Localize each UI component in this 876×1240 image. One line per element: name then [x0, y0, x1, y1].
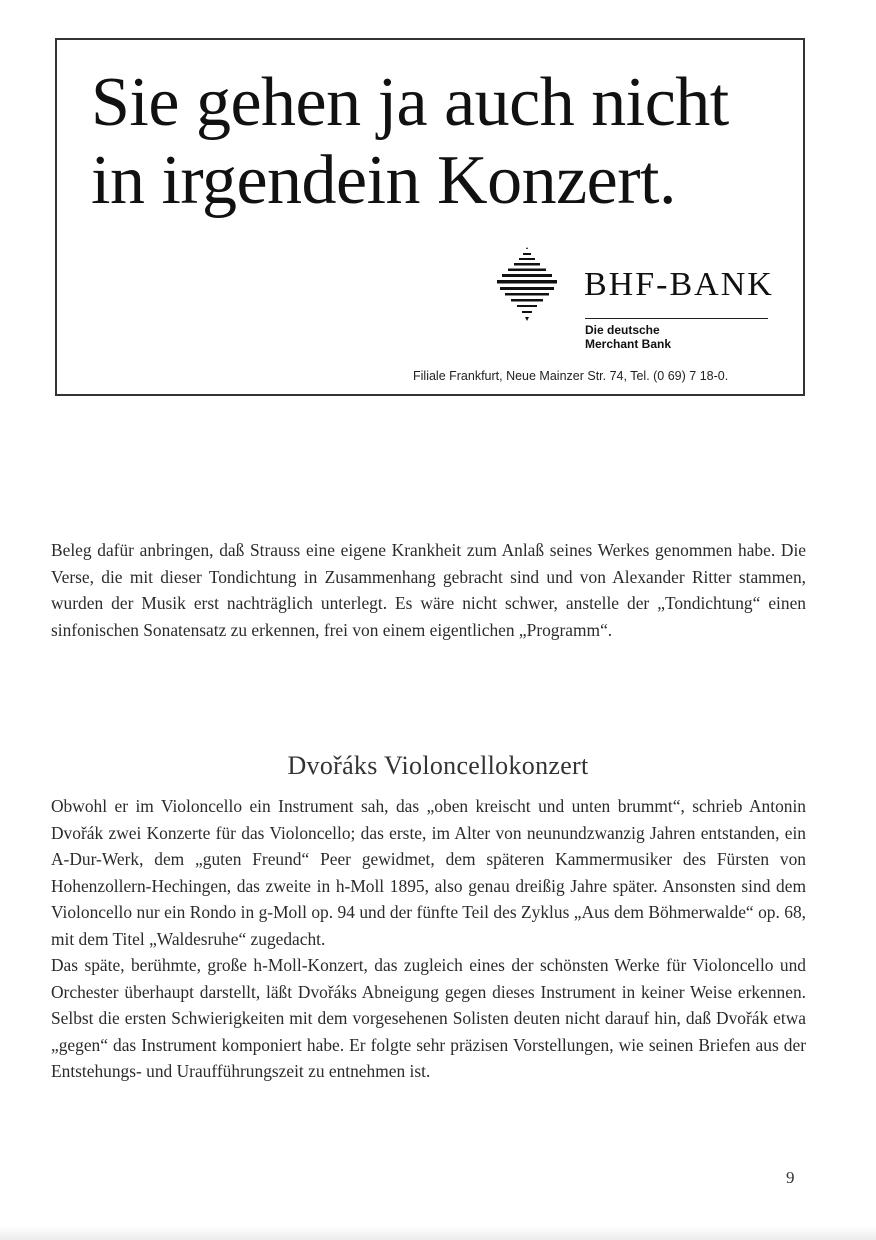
bank-address: Filiale Frankfurt, Neue Mainzer Str. 74, Tel. (0 69) 7 18-0.	[413, 369, 729, 383]
ad-headline-line-2: in irgendein Konzert.	[91, 142, 676, 219]
ad-headline	[91, 64, 791, 220]
bank-name-divider	[585, 318, 768, 319]
intro-paragraph: Beleg dafür anbringen, daß Strauss eine eigene Krankheit zum Anlaß seines Werkes genommen habe. Die Verse, die mit dieser Tondichtung in Zusammenhang gebracht sind und von Alexander Ritter stammen, wurden der Musik erst nachträglich unterlegt. Es wäre nicht schwer, anstelle der „Tondichtung“ einen sinfonischen Sonatensatz zu erkennen, frei von einem eigentlichen „Programm“.	[51, 540, 806, 640]
scan-edge-shadow	[0, 1226, 876, 1240]
ad-headline-line-1: Sie gehen ja auch nicht	[91, 64, 729, 141]
bank-name: BHF-BANK	[584, 266, 774, 303]
section-body	[51, 793, 806, 1085]
body-paragraph-1: Obwohl er im Violoncello ein Instrument sah, das „oben kreischt und unten brummt“, schrieb Antonin Dvořák zwei Konzerte für das Violoncello; das erste, im Alter von neunundzwanzig Jahren entstanden, ein A-Dur-Werk, dem „guten Freund“ Peer gewidmet, dem späteren Kammermusiker des Fürsten von Hohenzollern-Hechingen, das zweite in h-Moll 1895, also genau dreißig Jahre später. Ansonsten sind dem Violoncello nur ein Rondo in g-Moll op. 94 und der fünfte Teil des Zyklus „Aus dem Böhmerwalde“ op. 68, mit dem Titel „Waldesruhe“ zugedacht.	[51, 796, 806, 949]
bhf-bank-logo-icon	[497, 245, 557, 323]
intro-paragraph-block	[51, 537, 806, 643]
section-heading: Dvořáks Violoncellokonzert	[287, 751, 589, 780]
body-paragraph-2: Das späte, berühmte, große h-Moll-Konzert, das zugleich eines der schönsten Werke für Violoncello und Orchester überhaupt darstellt, läßt Dvořáks Abneigung gegen dieses Instrument in keiner Weise erkennen. Selbst die ersten Schwierigkeiten mit dem vorgesehenen Solisten deuten nicht darauf hin, daß Dvořák etwa „gegen“ das Instrument komponiert habe. Er folgte sehr präzisen Vorstellungen, wie seinen Briefen aus der Entstehungs- und Uraufführungszeit zu entnehmen ist.	[51, 955, 806, 1081]
bank-subtitle	[585, 323, 671, 351]
bank-subtitle-line-1: Die deutsche	[585, 323, 660, 337]
bank-advertisement	[55, 38, 805, 396]
bank-subtitle-line-2: Merchant Bank	[585, 337, 672, 351]
page-number: 9	[786, 1168, 795, 1187]
